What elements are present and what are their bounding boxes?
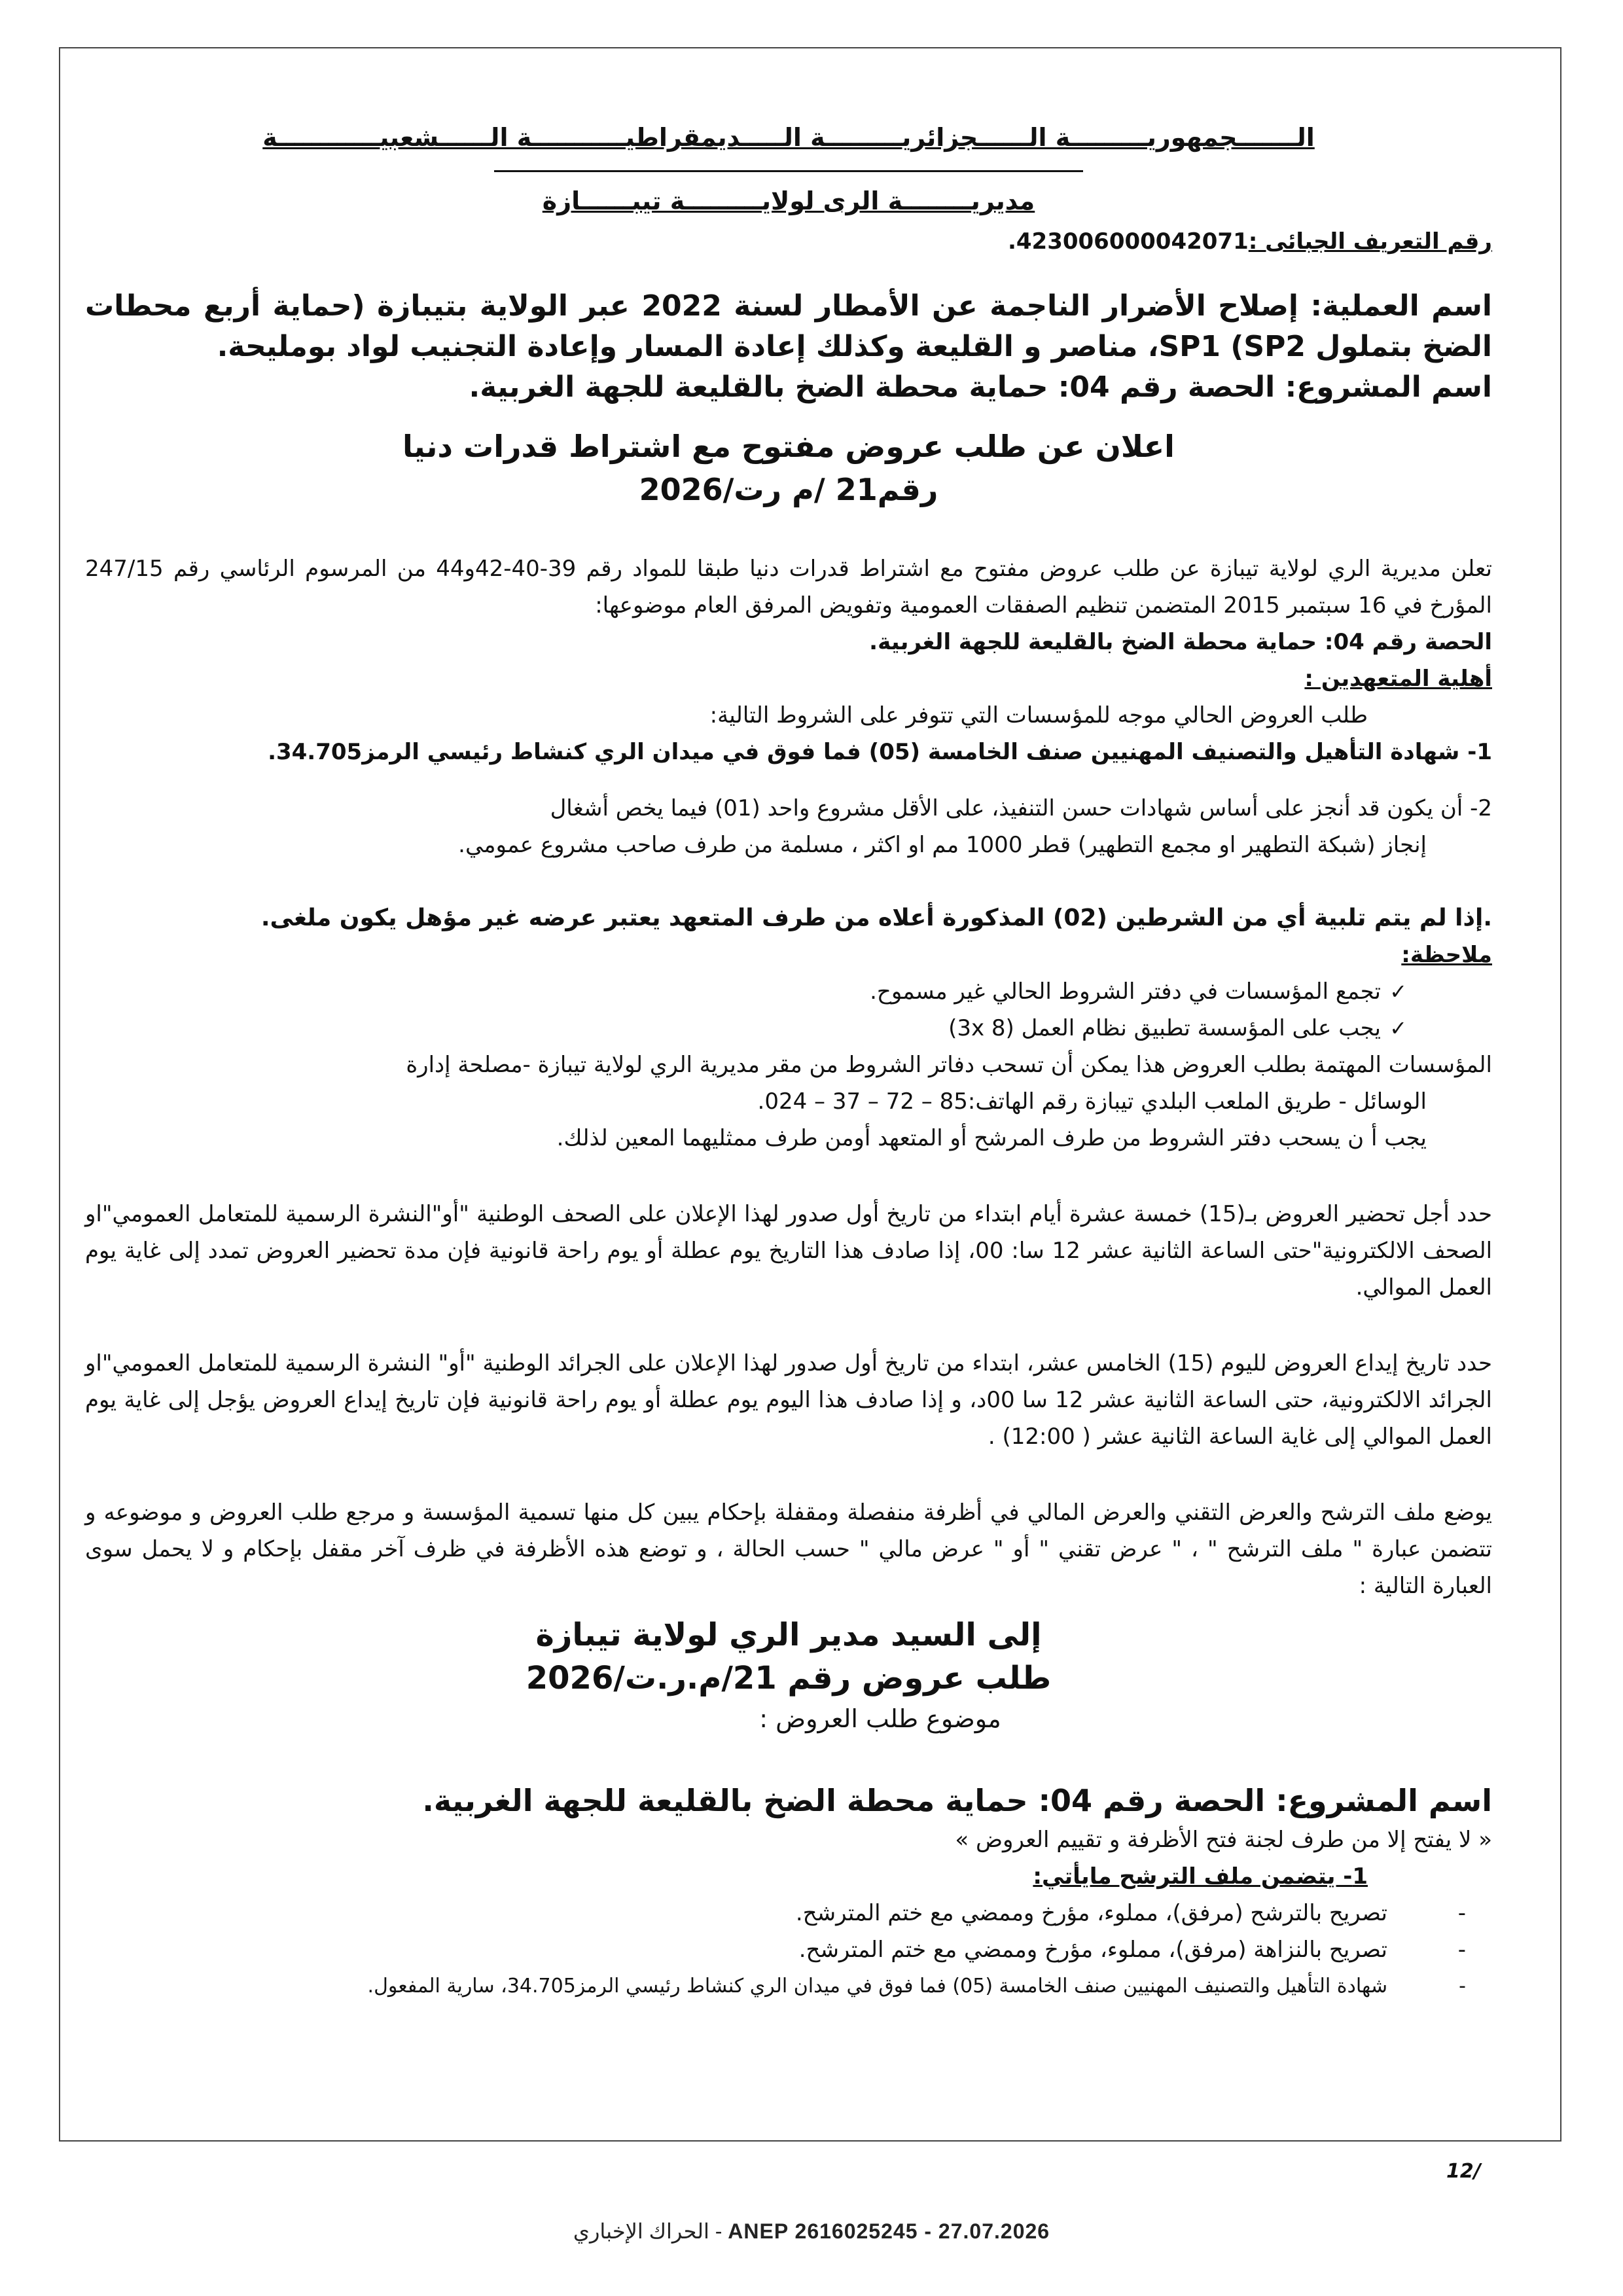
republic-header: الـــــــجمهوريـــــــــة الــــــجزائريـــــــــة الـــــديمقراطيـــــــــــة الــــــشعبيــــــــــــة [262,123,1315,152]
preparation-period-paragraph: حدد أجل تحضير العروض بـ(15) خمسة عشرة أيام ابتداء من تاريخ أول صدور لهذا الإعلان على الصحف الوطنية "أو"النشرة الرسمية للمتعامل العمومي"او الصحف الالكترونية"حتى الساعة الثانية عشر 12 سا: 00، إذا صادف هذا التاريخ يوم عطلة أو يوم راحة قانونية فإن مدة تحضير العروض تمدد إلى غاية يوم العمل الموالي. [85,1201,1493,1300]
check-icon: ✓ [1389,1016,1407,1041]
dash-bullet: - [1457,1937,1466,1963]
fiscal-id-label: رقم التعريف الجبائى : [1248,228,1492,255]
note-item [85,973,1492,1010]
candidacy-title: 1- يتضمن ملف الترشح مايأتي: [1033,1863,1368,1890]
announcement-title: اعلان عن طلب عروض مفتوح مع اشتراط قدرات دنيا [402,429,1175,464]
deposit-paragraph: حدد تاريخ إيداع العروض لليوم (15) الخامس عشر، ابتداء من تاريخ أول صدور لهذا الإعلان على الجرائد الوطنية "أو" النشرة الرسمية للمتعامل العمومي"او الجرائد الالكترونية، حتى الساعة الثانية عشر 12 سا 00د، و إذا صادف هذا اليوم يوم عطلة أو يوم راحة قانونية فإن تاريخ إيداع العروض يؤجل إلى غاية يوم العمل الموالي إلى غاية الساعة الثانية عشر ( 12:00) . [85,1350,1492,1450]
operation-name: اسم العملية: إصلاح الأضرار الناجمة عن الأمطار لسنة 2022 عبر الولاية بتيبازة (حماية أربع محطات الضخ بتملول SP1 (SP2، مناصر و القليعة وكذلك إعادة المسار وإعادة التجنيب لواد بومليحة. [85,289,1493,363]
check-icon: ✓ [1389,979,1407,1004]
project-name-repeat: اسم المشروع: الحصة رقم 04: حماية محطة الضخ بالقليعة للجهة الغربية. [422,1783,1492,1818]
header-divider [494,170,1083,172]
address-recipient: إلى السيد مدير الري لولاية تيبازة [535,1617,1042,1653]
dash-bullet: - [1459,1975,1466,1998]
disqualification-warning: .إذا لم يتم تلبية أي من الشرطين (02) المذكورة أعلاه من طرف المتعهد يعتبر عرضه غير مؤهل يكون ملغى. [260,905,1492,931]
eligibility-condition-1: 1- شهادة التأهيل والتصنيف المهنيين صنف الخامسة (05) فما فوق في ميدان الري كنشاط رئيسي الرمز34.705. [268,739,1492,765]
project-name: اسم المشروع: الحصة رقم 04: حماية محطة الضخ بالقليعة للجهة الغربية. [469,370,1492,404]
note-text: تجمع المؤسسات في دفتر الشروط الحالي غير مسموح. [870,978,1381,1005]
withdrawal-line-2: الوسائل - طريق الملعب البلدي تيبازة رقم الهاتف:85 – 72 – 37 – 024. [757,1088,1427,1115]
announcement-number: رقم21 /م رت/2026 [639,472,938,507]
do-not-open-notice: « لا يفتح إلا من طرف لجنة فتح الأظرفة و تقييم العروض » [955,1827,1492,1853]
withdrawal-line-3: يجب أ ن يسحب دفتر الشروط من طرف المرشح أو المتعهد أومن طرف ممثليهما المعين لذلك. [556,1125,1427,1151]
withdrawal-line-1: المؤسسات المهتمة بطلب العروض هذا يمكن أن تسحب دفاتر الشروط من مقر مديرية الري لولاية تيبازة -مصلحة إدارة [406,1052,1492,1078]
fiscal-id-value: 42300600004207‎1. [1007,228,1249,255]
fiscal-id-line [85,223,1492,260]
lot-line: الحصة رقم 04: حماية محطة الضخ بالقليعة للجهة الغربية. [869,629,1492,655]
page-number: 12/ [1446,2160,1481,2183]
note-item [85,1010,1492,1047]
address-reference: طلب عروض رقم 21/م.ر.ت/2026 [526,1660,1052,1696]
envelope-paragraph: يوضع ملف الترشح والعرض التقني والعرض المالي في أظرفة منفصلة ومقفلة بإحكام يبين كل منها تسمية المؤسسة و مرجع طلب العروض و موضوعه و تتضمن عبارة " ملف الترشح " ، " عرض تقني " أو " عرض مالي " حسب الحالة ، و توضع هذه الأظرفة في ظرف آخر مقفل بإحكام و لا يحمل سوى العبارة التالية : [85,1499,1492,1599]
eligibility-condition-2-cont: إنجاز (شبكة التطهير او مجمع التطهير) قطر 1000 مم او اكثر ، مسلمة من طرف صاحب مشروع عمومي. [458,832,1427,858]
dash-bullet: - [1457,1900,1466,1926]
candidacy-item [85,1895,1492,1931]
candidacy-item-text: شهادة التأهيل والتصنيف المهنيين صنف الخامسة (05) فما فوق في ميدان الري كنشاط رئيسي الرمز34.705، سارية المفعول. [367,1975,1387,1998]
eligibility-intro: طلب العروض الحالي موجه للمؤسسات التي تتوفر على الشروط التالية: [709,702,1368,728]
directorate-header: مديريــــــــة الرى لولايـــــــــة تيبــــــازة [542,187,1035,215]
address-subject-label: موضوع طلب العروض : [759,1704,1001,1733]
note-text: يجب على المؤسسة تطبيق نظام العمل (3x 8) [948,1015,1381,1041]
intro-paragraph: تعلن مديرية الري لولاية تيبازة عن طلب عروض مفتوح مع اشتراط قدرات دنيا طبقا للمواد رقم 39-40-42و44 من المرسوم الرئاسي رقم 247/15 المؤرخ في 16 سبتمبر 2015 المتضمن تنظيم الصفقات العمومية وتفويض المرفق العام موضوعها: [85,556,1492,619]
notes-title: ملاحظة: [1401,942,1492,968]
footer-newspaper: الحراك الإخباري - [573,2219,728,2243]
candidacy-item-text: تصريح بالترشح (مرفق)، مملوء، مؤرخ وممضي مع ختم المترشح. [795,1900,1387,1926]
candidacy-item [85,1968,1492,2005]
eligibility-condition-2: 2- أن يكون قد أنجز على أساس شهادات حسن التنفيذ، على الأقل مشروع واحد (01) فيما يخص أشغال [550,795,1492,821]
footer-anep-reference: ANEP 2616025245 - 27.07.2026 [728,2219,1050,2243]
document-body [85,118,1492,2005]
publication-footer [0,2219,1623,2244]
candidacy-item-text: تصريح بالنزاهة (مرفق)، مملوء، مؤرخ وممضي مع ختم المترشح. [798,1937,1387,1963]
eligibility-title: أهلية المتعهدين : [1304,666,1492,692]
candidacy-item [85,1931,1492,1968]
